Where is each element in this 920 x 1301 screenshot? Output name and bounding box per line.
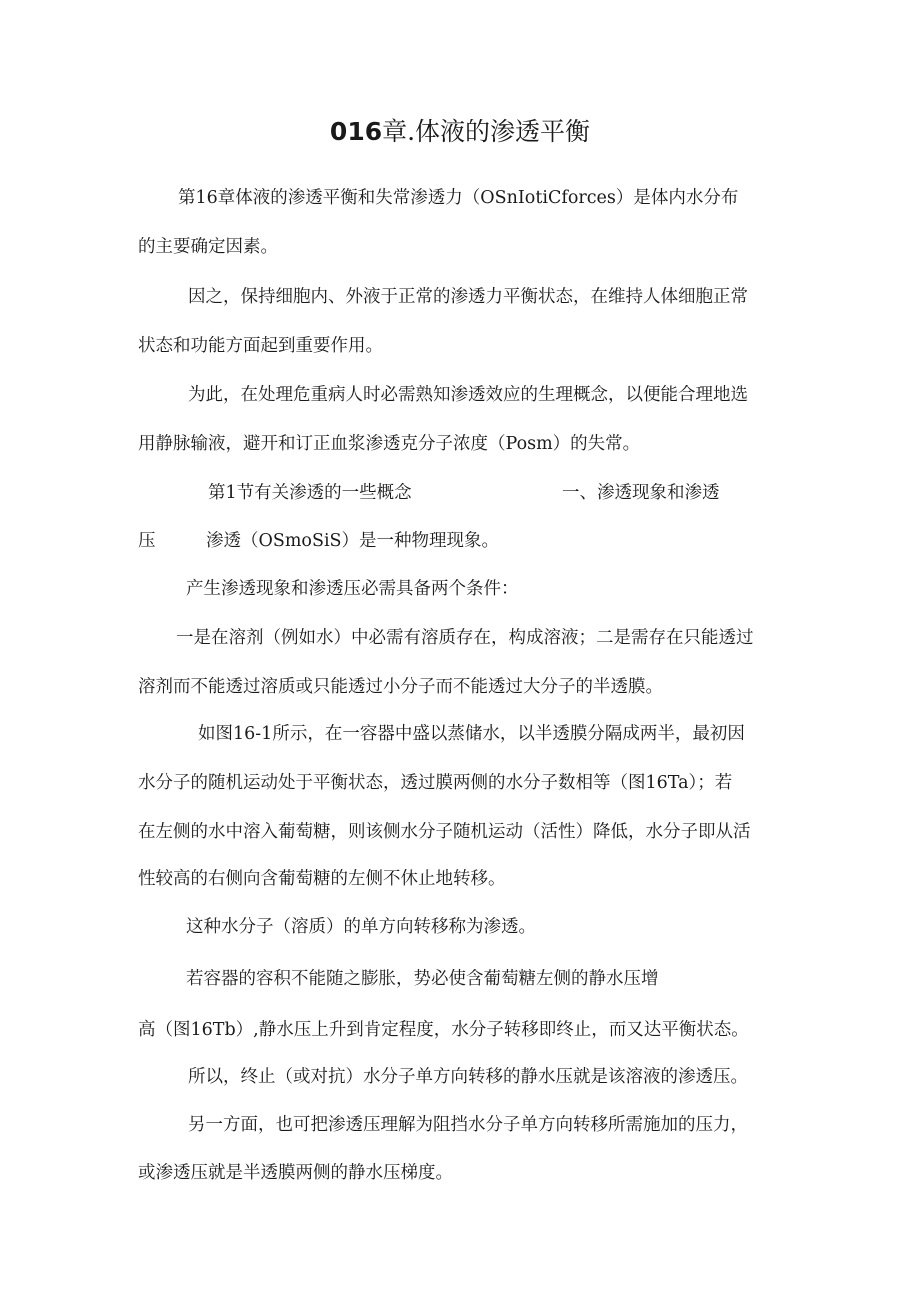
subsection-heading: 一、渗透现象和渗透 xyxy=(562,483,720,503)
paragraph-6-line-1: 如图16-1所示，在一容器中盛以蒸储水，以半透膜分隔成两半，最初因 xyxy=(198,724,745,744)
paragraph-5-line-1: 一是在溶剂（例如水）中必需有溶质存在，构成溶液；二是需存在只能透过 xyxy=(176,628,754,648)
paragraph-5-line-2: 溶剂而不能透过溶质或只能透过小分子而不能透过大分子的半透膜。 xyxy=(138,677,663,697)
paragraph-9: 所以，终止（或对抗）水分子单方向转移的静水压就是该溶液的渗透压。 xyxy=(188,1067,748,1087)
paragraph-7: 这种水分子（溶质）的单方向转移称为渗透。 xyxy=(186,917,536,937)
paragraph-6-line-4: 性较高的右侧向含葡萄糖的左侧不休止地转移。 xyxy=(138,869,506,889)
paragraph-2-line-1: 因之，保持细胞内、外液于正常的渗透力平衡状态，在维持人体细胞正常 xyxy=(188,287,748,307)
paragraph-1-line-1: 第16章体液的渗透平衡和失常渗透力（OSnIotiCforces）是体内水分布 xyxy=(178,188,739,208)
page-title xyxy=(0,112,920,152)
paragraph-2-line-2: 状态和功能方面起到重要作用。 xyxy=(138,336,383,356)
section-heading: 第1节有关渗透的一些概念 xyxy=(208,483,412,503)
paragraph-8-line-2: 高（图16Tb）,静水压上升到肯定程度，水分子转移即终止，而又达平衡状态。 xyxy=(138,1020,749,1040)
paragraph-10-line-2: 或渗透压就是半透膜两侧的静水压梯度。 xyxy=(138,1163,453,1183)
paragraph-8-line-1: 若容器的容积不能随之膨胀，势必使含葡萄糖左侧的静水压增 xyxy=(186,969,659,989)
title-number: 016 xyxy=(329,117,383,146)
paragraph-6-line-3: 在左侧的水中溶入葡萄糖，则该侧水分子随机运动（活性）降低，水分子即从活 xyxy=(138,822,751,842)
paragraph-10-line-1: 另一方面，也可把渗透压理解为阻挡水分子单方向转移所需施加的压力， xyxy=(188,1115,748,1135)
paragraph-4: 产生渗透现象和渗透压必需具备两个条件： xyxy=(186,579,519,599)
paragraph-1-line-2: 的主要确定因素。 xyxy=(138,237,278,257)
paragraph-3-line-1: 为此，在处理危重病人时必需熟知渗透效应的生理概念，以便能合理地选 xyxy=(188,385,748,405)
paragraph-6-line-2: 水分子的随机运动处于平衡状态，透过膜两侧的水分子数相等（图16Ta）；若 xyxy=(138,773,733,793)
subsection-heading-end: 压 xyxy=(138,531,156,551)
osmosis-definition: 渗透（OSmoSiS）是一种物理现象。 xyxy=(206,531,500,551)
paragraph-3-line-2: 用静脉输液，避开和订正血浆渗透克分子浓度（Posm）的失常。 xyxy=(138,434,641,454)
title-text: 章.体液的渗透平衡 xyxy=(382,117,591,146)
